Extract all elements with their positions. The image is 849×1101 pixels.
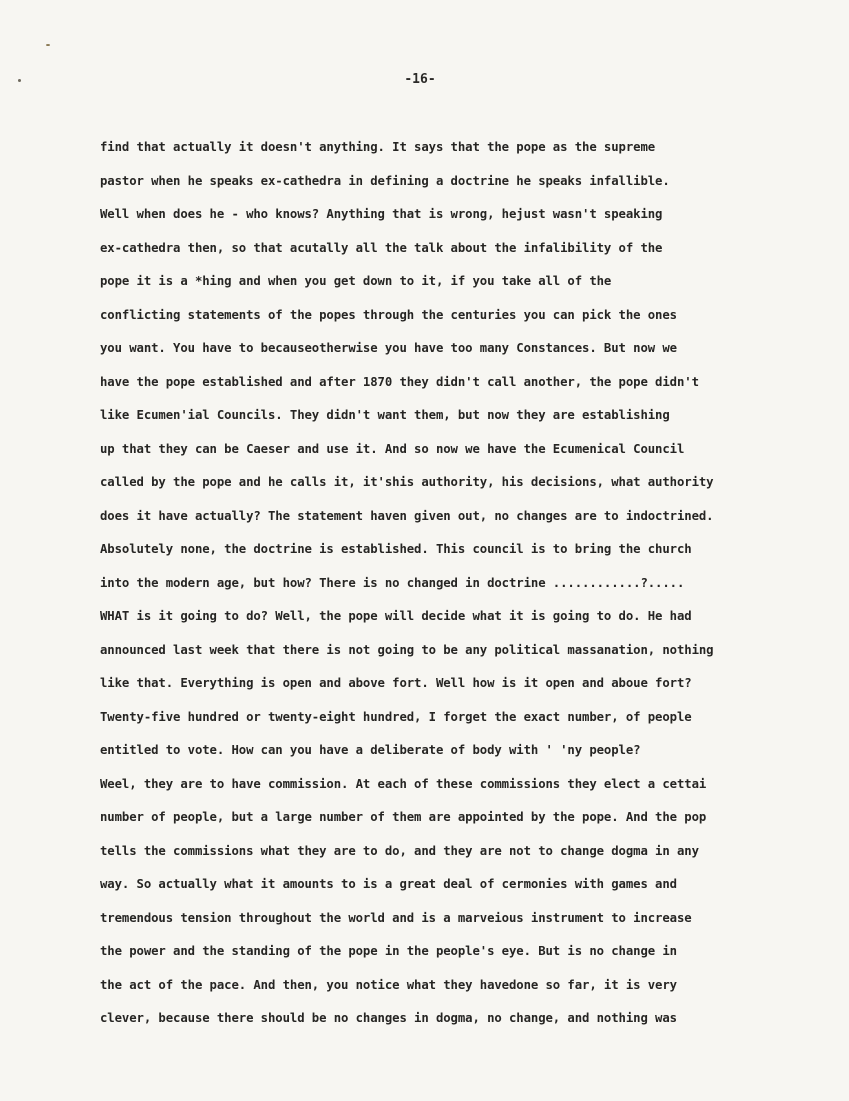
text-line: Twenty-five hundred or twenty-eight hundred, I forget the exact number, of people: [100, 709, 692, 724]
body-text: [100, 136, 849, 1041]
text-line: Weel, they are to have commission. At each of these commissions they elect a cettai: [100, 776, 707, 791]
text-line: announced last week that there is not going to be any political massanation, nothing: [100, 642, 714, 657]
text-line: up that they can be Caeser and use it. And so now we have the Ecumenical Council: [100, 441, 685, 456]
page-number: -16-: [404, 72, 436, 87]
text-line: Absolutely none, the doctrine is established. This council is to bring the church: [100, 542, 692, 556]
text-line: entitled to vote. How can you have a deliberate of body with ' 'ny people?: [100, 743, 641, 757]
text-line: ex-cathedra then, so that acutally all the talk about the infalibility of the: [100, 240, 663, 255]
text-line: pope it is a *hing and when you get down to it, if you take all of the: [100, 274, 612, 288]
text-line: WHAT is it going to do? Well, the pope will decide what it is going to do. He had: [100, 609, 692, 623]
ink-speck: [18, 79, 21, 82]
text-line: have the pope established and after 1870 they didn't call another, the pope didn't: [100, 374, 699, 389]
ink-speck: [46, 44, 50, 46]
text-line: tells the commissions what they are to do, and they are not to change dogma in any: [100, 843, 699, 858]
text-line: tremendous tension throughout the world and is a marveious instrument to increase: [100, 910, 692, 925]
text-line: you want. You have to becauseotherwise you have too many Constances. But now we: [100, 341, 677, 355]
text-line: Well when does he - who knows? Anything that is wrong, hejust wasn't speaking: [100, 207, 663, 221]
text-line: does it have actually? The statement haven given out, no changes are to indoctrined.: [100, 508, 714, 523]
text-line: the power and the standing of the pope in the people's eye. But is no change in: [100, 944, 677, 958]
text-line: like Ecumen'ial Councils. They didn't want them, but now they are establishing: [100, 408, 670, 422]
text-line: clever, because there should be no changes in dogma, no change, and nothing was: [100, 1011, 677, 1025]
text-line: conflicting statements of the popes through the centuries you can pick the ones: [100, 307, 677, 322]
text-line: way. So actually what it amounts to is a great deal of cermonies with games and: [100, 877, 677, 891]
text-line: pastor when he speaks ex-cathedra in defining a doctrine he speaks infallible.: [100, 173, 670, 188]
text-line: like that. Everything is open and above fort. Well how is it open and aboue fort?: [100, 676, 692, 690]
text-line: find that actually it doesn't anything. It says that the pope as the supreme: [100, 140, 656, 154]
text-line: into the modern age, but how? There is no changed in doctrine ............?.....: [100, 575, 685, 590]
text-line: called by the pope and he calls it, it'shis authority, his decisions, what authority: [100, 475, 714, 489]
text-line: the act of the pace. And then, you notice what they havedone so far, it is very: [100, 977, 677, 992]
text-line: number of people, but a large number of them are appointed by the pope. And the pop: [100, 810, 707, 824]
